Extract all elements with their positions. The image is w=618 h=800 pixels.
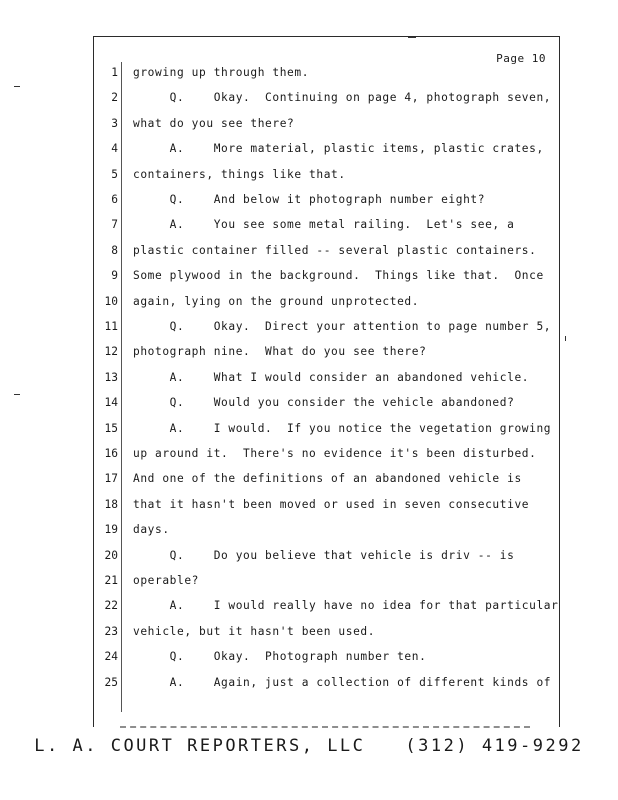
line-number: 3 xyxy=(111,116,118,130)
line-number: 4 xyxy=(111,142,118,156)
transcript-line xyxy=(0,549,618,569)
line-text: Q. Do you believe that vehicle is driv -- is xyxy=(133,548,515,562)
transcript-line xyxy=(0,218,618,238)
scan-mark xyxy=(14,394,20,395)
line-text: A. I would. If you notice the vegetation growing xyxy=(133,421,552,435)
line-text: Q. Would you consider the vehicle abandoned? xyxy=(133,396,515,410)
transcript-line xyxy=(0,472,618,492)
line-number: 6 xyxy=(111,193,118,206)
page-number: Page 10 xyxy=(496,52,546,65)
line-text: A. You see some metal railing. Let's see, a xyxy=(133,218,515,232)
line-number: 8 xyxy=(111,243,118,257)
line-text: Q. And below it photograph number eight? xyxy=(133,193,486,206)
line-text: that it hasn't been moved or used in seven consecutive xyxy=(133,497,530,511)
line-text: vehicle, but it hasn't been used. xyxy=(133,624,376,638)
line-text: growing up through them. xyxy=(133,66,310,79)
transcript-line xyxy=(0,523,618,543)
scan-mark xyxy=(14,86,20,87)
transcript-line xyxy=(0,295,618,315)
transcript-line xyxy=(0,193,618,213)
line-number: 13 xyxy=(104,370,118,384)
line-number: 23 xyxy=(104,624,118,638)
line-text: Q. Okay. Photograph number ten. xyxy=(133,650,427,664)
line-number: 18 xyxy=(104,497,118,511)
footer-company: L. A. COURT REPORTERS, LLC xyxy=(34,736,366,756)
scan-mark xyxy=(565,336,566,341)
line-text: Q. Okay. Direct your attention to page number 5, xyxy=(133,320,552,333)
transcript-line xyxy=(0,320,618,340)
transcript-line xyxy=(0,345,618,365)
line-number: 25 xyxy=(104,675,118,689)
transcript-line xyxy=(0,142,618,162)
line-text: containers, things like that. xyxy=(133,167,346,181)
transcript-line xyxy=(0,599,618,619)
line-number: 11 xyxy=(104,320,118,333)
line-text: operable? xyxy=(133,574,200,587)
transcript-line xyxy=(0,650,618,670)
line-number: 5 xyxy=(111,167,118,181)
line-text: photograph nine. What do you see there? xyxy=(133,345,427,359)
transcript-line xyxy=(0,66,618,86)
transcript-line xyxy=(0,676,618,696)
transcript-line xyxy=(0,498,618,518)
transcript-line xyxy=(0,396,618,416)
line-text: A. What I would consider an abandoned vehicle. xyxy=(133,370,530,384)
line-number: 19 xyxy=(104,523,118,537)
transcript-line xyxy=(0,422,618,442)
transcript-line xyxy=(0,244,618,264)
line-number: 10 xyxy=(104,294,118,308)
line-number: 20 xyxy=(104,548,118,562)
line-text: again, lying on the ground unprotected. xyxy=(133,294,420,308)
line-number: 1 xyxy=(111,66,118,79)
transcript-line xyxy=(0,91,618,111)
footer xyxy=(0,736,618,756)
line-number: 2 xyxy=(111,91,118,105)
line-number: 21 xyxy=(104,574,118,587)
line-number: 17 xyxy=(104,472,118,486)
line-number: 14 xyxy=(104,396,118,410)
line-number: 7 xyxy=(111,218,118,232)
line-text: what do you see there? xyxy=(133,116,295,130)
line-number: 16 xyxy=(104,447,118,460)
transcript-line xyxy=(0,269,618,289)
transcript-line xyxy=(0,371,618,391)
bottom-divider xyxy=(120,723,530,728)
transcript-line xyxy=(0,168,618,188)
line-text: A. I would really have no idea for that particular xyxy=(133,599,559,613)
scan-mark xyxy=(408,37,416,38)
transcript-line xyxy=(0,625,618,645)
transcript-line xyxy=(0,574,618,594)
line-number: 9 xyxy=(111,269,118,283)
transcript-line xyxy=(0,447,618,467)
line-number: 12 xyxy=(104,345,118,359)
line-number: 15 xyxy=(104,421,118,435)
line-text: days. xyxy=(133,523,170,537)
line-text: A. Again, just a collection of different kinds of xyxy=(133,675,552,689)
line-number: 24 xyxy=(104,650,118,664)
line-text: Q. Okay. Continuing on page 4, photograph seven, xyxy=(133,91,552,105)
line-text: plastic container filled -- several plastic containers. xyxy=(133,243,537,257)
line-text: Some plywood in the background. Things like that. Once xyxy=(133,269,544,283)
footer-phone: (312) 419-9292 xyxy=(405,736,584,756)
line-text: And one of the definitions of an abandoned vehicle is xyxy=(133,472,522,486)
line-text: up around it. There's no evidence it's been disturbed. xyxy=(133,447,537,460)
transcript-line xyxy=(0,117,618,137)
line-text: A. More material, plastic items, plastic crates, xyxy=(133,142,544,156)
line-number: 22 xyxy=(104,599,118,613)
